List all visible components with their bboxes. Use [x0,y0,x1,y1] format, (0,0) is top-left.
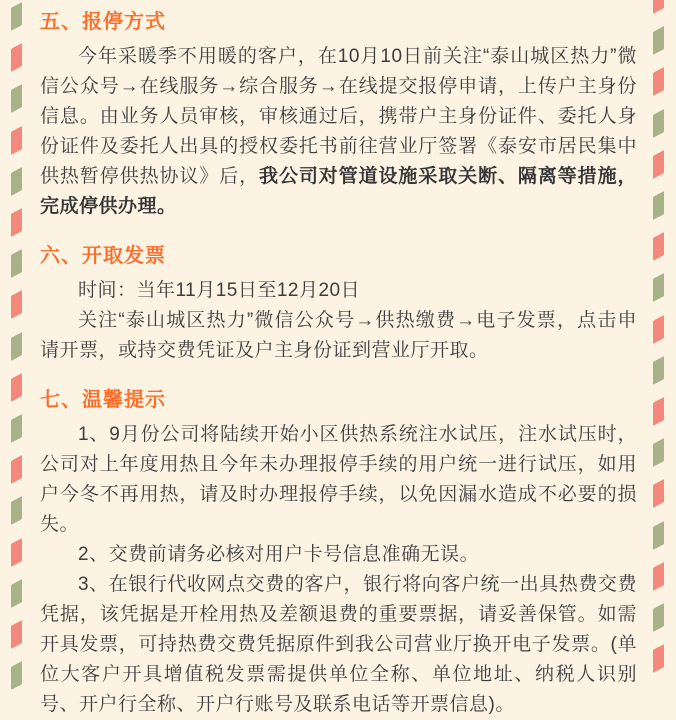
paragraph-invoice-method: 关注“泰山城区热力”微信公众号→供热缴费→电子发票，点击申请开票，或持交费凭证及户主身份证到营业厅开取。 [40,310,637,361]
paragraph-invoice-time: 时间：当年11月15日至12月20日 [78,280,361,301]
paragraph-bold-text: 我公司对管道设施采取关断、隔离等措施，完成停供办理。 [40,166,637,217]
paragraph-tip-3: 3、在银行代收网点交费的客户，银行将向客户统一出具热费交费凭据，该凭据是开栓用热及差额退费的重要票据，请妥善保管。如需开具发票，可持热费交费凭据原件到我公司营业厅换开电子发票。(单位大客户开具增值税发票需提供单位全称、单位地址、纳税人识别号、开户行全称、开户行账号及联系电话等开票信息)。 [40,574,637,715]
paragraph-report-stop [40,42,637,222]
section-heading-invoice: 六、开取发票 [40,245,166,267]
section-tips [40,386,637,720]
section-heading-report-stop: 五、报停方式 [40,11,166,33]
paragraph-tip-1: 1、9月份公司将陆续开始小区供热系统注水试压，注水试压时，公司对上年度用热且今年未办理报停手续的用户统一进行试压，如用户今冬不再用热，请及时办理报停手续，以免因漏水造成不必要的损失。 [40,424,637,535]
section-heading-tips: 七、温馨提示 [40,389,166,411]
paragraph-tip-2: 2、交费前请务必核对用户卡号信息准确无误。 [78,544,480,565]
paragraph-text: 今年采暖季不用暖的客户，在10月10日前关注“泰山城区热力”微信公众号→在线服务→综合服务→在线提交报停申请，上传户主身份信息。由业务人员审核，审核通过后，携带户主身份证件、委托人身份证件及委托人出具的授权委托书前往营业厅签署《泰安市居民集中供热暂停供热协议》后， [40,46,637,187]
section-invoice [40,242,637,366]
section-report-stop [40,8,637,222]
